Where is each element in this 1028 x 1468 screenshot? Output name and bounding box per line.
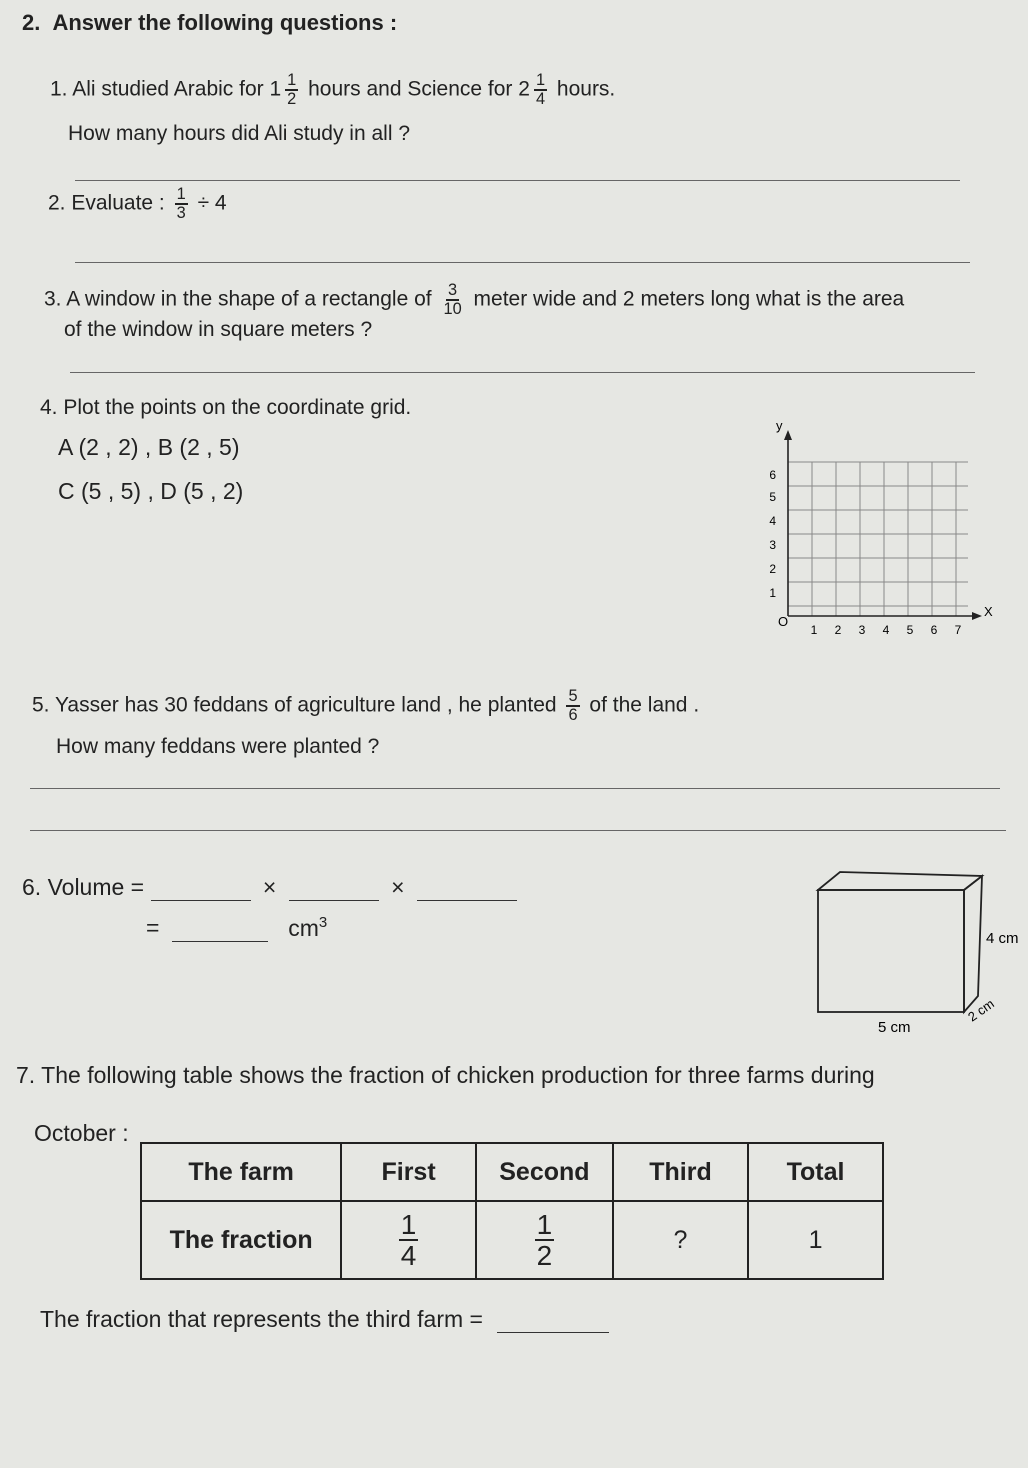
y-axis-arrow-icon — [784, 430, 792, 440]
q7-number: 7. — [16, 1062, 36, 1088]
y-tick-2: 2 — [769, 562, 776, 576]
q5-question: How many feddans were planted ? — [56, 735, 380, 758]
volume-result — [146, 914, 327, 942]
q3-question: of the window in square meters ? — [64, 318, 373, 341]
q3-number: 3. — [44, 287, 62, 311]
q7-month: October : — [34, 1120, 129, 1146]
table-row — [141, 1201, 883, 1279]
q3-text: A window in the shape of a rectangle of — [66, 287, 432, 311]
y-tick-1: 1 — [769, 586, 776, 600]
times-sign-2: × — [391, 874, 405, 900]
volume-unit-exponent: 3 — [318, 914, 328, 931]
question-4 — [40, 396, 411, 420]
x-tick-6: 6 — [930, 623, 938, 637]
volume-blank-3[interactable] — [417, 894, 517, 901]
header-farm: The farm — [141, 1143, 341, 1201]
q1-fraction-1: $\frac{1}{2}$ — [287, 71, 297, 109]
cell-second: $\frac{1}{2}$ — [476, 1201, 613, 1279]
q2-divisor: ÷ 4 — [197, 191, 227, 215]
box-height-label: 4 cm — [986, 930, 1019, 947]
question-3 — [44, 282, 904, 318]
volume-blank-2[interactable] — [289, 894, 379, 901]
y-tick-5: 5 — [769, 490, 776, 504]
answer-line-q3[interactable] — [70, 372, 975, 373]
q1-number: 1. — [50, 77, 68, 101]
y-tick-6: 6 — [769, 468, 776, 482]
answer-line-q1[interactable] — [75, 180, 960, 181]
header-first: First — [341, 1143, 476, 1201]
answer-line-q5b[interactable] — [30, 830, 1006, 831]
answer-line-q2[interactable] — [75, 262, 970, 263]
q7-final — [40, 1306, 609, 1333]
cell-third[interactable]: ? — [613, 1201, 748, 1279]
question-5 — [32, 688, 699, 724]
q3-text-2: meter wide and 2 meters long what is the area — [473, 287, 905, 311]
x-tick-1: 1 — [810, 623, 818, 637]
q5-text-2: of the land . — [589, 693, 700, 717]
volume-blank-1[interactable] — [151, 894, 251, 901]
q1-fraction-2: $\frac{1}{4}$ — [535, 71, 546, 109]
header-second: Second — [476, 1143, 613, 1201]
q4-number: 4. — [40, 396, 58, 419]
box-diagram — [800, 862, 1028, 1042]
box-length-label: 5 cm — [878, 1019, 911, 1036]
q7-text: The following table shows the fraction of chicken production for three farms during — [41, 1062, 875, 1088]
q4-text: Plot the points on the coordinate grid. — [63, 396, 412, 419]
q5-text: Yasser has 30 feddans of agriculture land , he planted — [54, 693, 557, 717]
question-7 — [16, 1062, 875, 1089]
header-third: Third — [613, 1143, 748, 1201]
table-header-row — [141, 1143, 883, 1201]
box-top-face — [818, 872, 982, 890]
q2-number: 2. — [48, 191, 66, 215]
y-tick-3: 3 — [769, 538, 776, 552]
volume-result-blank[interactable] — [172, 935, 268, 942]
q1-whole-1: 1 — [269, 77, 282, 101]
x-tick-3: 3 — [858, 623, 866, 637]
row-label: The fraction — [141, 1201, 341, 1279]
q2-text: Evaluate : — [71, 191, 165, 215]
q1-whole-2: 2 — [518, 77, 530, 101]
origin-label: O — [778, 614, 789, 629]
x-axis-label: X — [984, 604, 993, 619]
x-axis-arrow-icon — [972, 612, 982, 620]
section-number: 2. — [22, 10, 41, 35]
question-6 — [22, 874, 517, 901]
x-tick-7: 7 — [954, 623, 962, 637]
x-tick-4: 4 — [882, 623, 890, 637]
q6-number: 6. — [22, 874, 42, 900]
section-title: Answer the following questions : — [52, 10, 398, 35]
volume-unit: cm — [288, 914, 319, 941]
equals-sign: = — [146, 914, 160, 941]
q2-fraction: $\frac{1}{3}$ — [176, 185, 186, 223]
x-tick-2: 2 — [834, 623, 842, 637]
q1-text-3: hours. — [556, 77, 616, 101]
box-front-face — [818, 890, 964, 1012]
x-tick-5: 5 — [906, 623, 914, 637]
times-sign-1: × — [262, 874, 277, 900]
question-1 — [50, 72, 615, 108]
q1-text-2: hours and Science for — [308, 77, 513, 101]
y-tick-4: 4 — [769, 514, 776, 528]
coordinate-grid[interactable] — [740, 412, 1010, 652]
y-axis-label: y — [776, 418, 783, 433]
points-ab: A (2 , 2) , B (2 , 5) — [58, 434, 240, 460]
question-2 — [48, 186, 227, 222]
q3-fraction: $\frac{3}{10}$ — [443, 281, 462, 319]
answer-line-q5a[interactable] — [30, 788, 1000, 789]
cell-total: 1 — [748, 1201, 883, 1279]
box-side-face — [964, 876, 982, 1012]
box-width-label: 2 cm — [965, 996, 997, 1025]
section-header — [22, 10, 397, 36]
final-answer-blank[interactable] — [497, 1326, 609, 1333]
farm-table — [140, 1142, 884, 1280]
q1-question: How many hours did Ali study in all ? — [68, 122, 410, 145]
q5-fraction: $\frac{5}{6}$ — [568, 687, 578, 725]
q5-number: 5. — [32, 693, 50, 717]
volume-label: Volume = — [47, 874, 145, 900]
final-question: The fraction that represents the third farm = — [40, 1306, 483, 1332]
q1-text: Ali studied Arabic for — [72, 77, 264, 101]
header-total: Total — [748, 1143, 883, 1201]
points-cd: C (5 , 5) , D (5 , 2) — [58, 478, 244, 504]
cell-first: $\frac{1}{4}$ — [341, 1201, 476, 1279]
